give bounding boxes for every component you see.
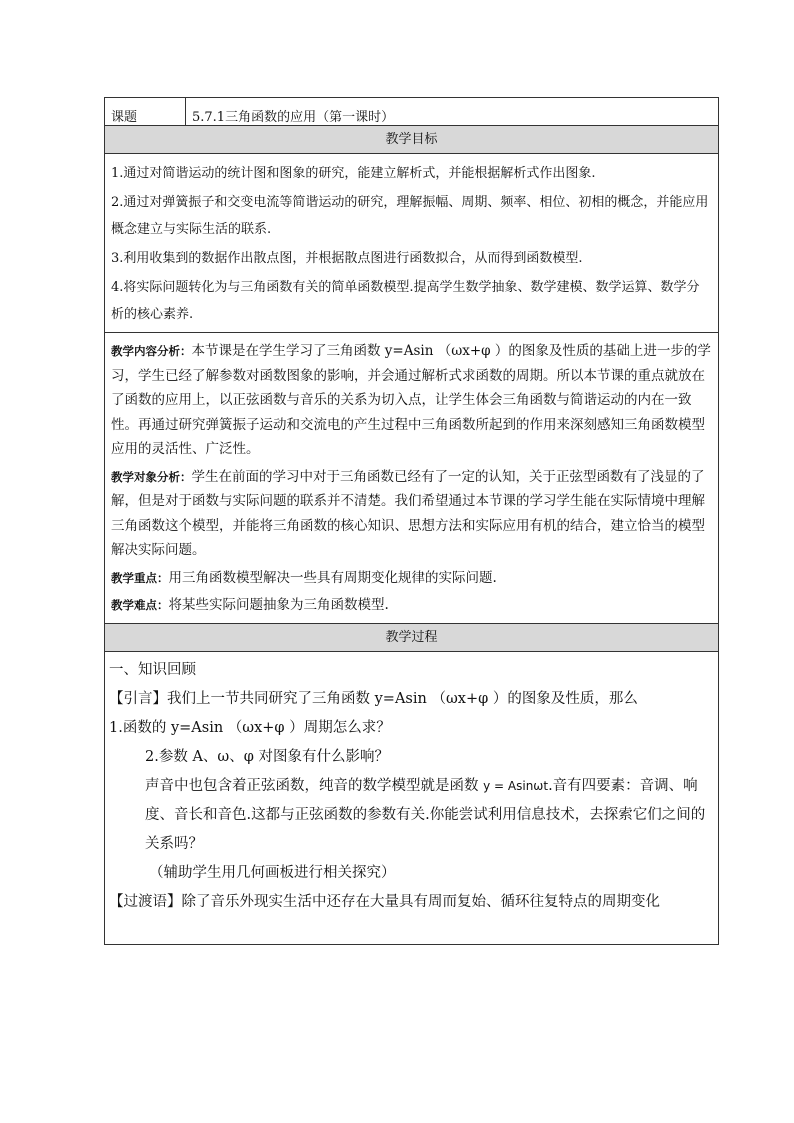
- key-point: [111, 566, 712, 591]
- content-analysis-text: 本节课是在学生学习了三角函数 y=Asin （ωx+φ ）的图象及性质的基础上进一步的学习，学生已经了解参数对函数图象的影响，并会通过解析式求函数的周期。所以本节课的重点就放在了函数的应用上，以正弦函数与音乐的关系为切入点，让学生体会三角函数与简谐运动的内在一致性。再通过研究弹簧振子运动和交流电的产生过程中三角函数所起到的作用来深刻感知三角函数模型应用的灵活性、广泛性。: [111, 343, 711, 457]
- sound-text-pre: 声音中也包含着正弦函数，纯音的数学模型就是函数: [145, 777, 484, 794]
- transition-paragraph: 【过渡语】除了音乐外现实生活中还存在大量具有周而复始、循环往复特点的周期变化: [109, 893, 660, 910]
- topic-title: 5.7.1三角函数的应用（第一课时）: [186, 98, 719, 126]
- goal-item: 3.利用收集到的数据作出散点图，并根据散点图进行函数拟合，从而得到函数模型.: [111, 251, 583, 266]
- goals-list: [105, 154, 719, 333]
- object-analysis-text: 学生在前面的学习中对于三角函数已经有了一定的认知，关于正弦型函数有了浅显的了解，但是对于函数与实际问题的联系并不清楚。我们希望通过本节课的学习学生能在实际情境中理解三角函数这个模型，并能将三角函数的核心知识、思想方法和实际应用有机的结合，建立恰当的模型解决实际问题。: [111, 468, 705, 558]
- topic-label: 课题: [105, 98, 186, 126]
- key-point-text: 用三角函数模型解决一些具有周期变化规律的实际问题.: [168, 569, 497, 586]
- goals-heading: 教学目标: [105, 126, 719, 154]
- difficult-point: [111, 593, 712, 618]
- object-analysis: [111, 465, 712, 563]
- process-section: [105, 651, 719, 944]
- lesson-plan: [104, 97, 719, 945]
- content-analysis: [111, 339, 712, 462]
- lesson-table: [104, 97, 719, 945]
- goal-item: 2.通过对弹簧振子和交变电流等简谐运动的研究，理解振幅、周期、频率、相位、初相的概念，并能应用概念建立与实际生活的联系.: [111, 195, 709, 237]
- key-point-label: 教学重点：: [111, 570, 169, 585]
- sound-formula: y = Asinωt: [483, 778, 549, 793]
- sound-text-post: .音有四要素：音调、响度、音长和音色.这都与正弦函数的参数有关.你能尝试利用信息技术，去探索它们之间的关系吗？: [145, 777, 706, 852]
- question-2: 2.参数 A、ω、φ 对图象有什么影响？: [145, 748, 389, 765]
- sound-paragraph: [109, 772, 714, 859]
- aux-note: （辅助学生用几何画板进行相关探究）: [149, 864, 396, 881]
- process-heading: 教学过程: [105, 623, 719, 651]
- difficult-point-text: 将某些实际问题抽象为三角函数模型.: [168, 597, 389, 613]
- goal-item: 4.将实际问题转化为与三角函数有关的简单函数模型.提高学生数学抽象、数学建模、数学运算、数学分析的核心素养.: [111, 280, 700, 322]
- analysis-section: [105, 333, 719, 624]
- goal-item: 1.通过对简谐运动的统计图和图象的研究，能建立解析式，并能根据解析式作出图象.: [111, 166, 596, 181]
- difficult-point-label: 教学难点：: [111, 598, 169, 612]
- question-1: 1.函数的 y=Asin （ωx+φ ）周期怎么求？: [109, 719, 391, 736]
- content-analysis-label: 教学内容分析：: [111, 344, 192, 358]
- object-analysis-label: 教学对象分析：: [111, 469, 192, 484]
- review-heading: 一、知识回顾: [109, 661, 196, 678]
- intro-paragraph: 【引言】我们上一节共同研究了三角函数 y=Asin （ωx+φ ）的图象及性质，那么: [109, 690, 638, 707]
